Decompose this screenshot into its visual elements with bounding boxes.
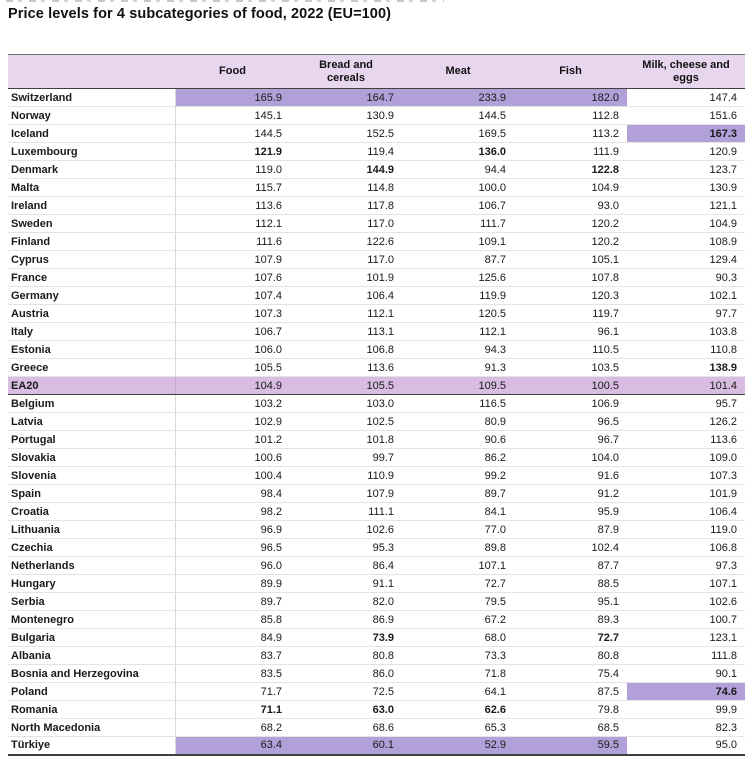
value-cell: 111.7	[402, 215, 514, 233]
value-cell: 110.5	[514, 341, 627, 359]
value-cell: 97.7	[627, 305, 745, 323]
country-cell: Serbia	[8, 593, 175, 611]
country-cell: Germany	[8, 287, 175, 305]
value-cell: 121.1	[627, 197, 745, 215]
country-cell: Poland	[8, 683, 175, 701]
value-cell: 100.6	[175, 449, 290, 467]
value-cell: 102.1	[627, 287, 745, 305]
country-cell: Hungary	[8, 575, 175, 593]
value-cell: 96.0	[175, 557, 290, 575]
country-cell: Romania	[8, 701, 175, 719]
table-row	[8, 449, 745, 467]
value-cell: 113.2	[514, 125, 627, 143]
table-row	[8, 413, 745, 431]
table-row	[8, 125, 745, 143]
value-cell: 169.5	[402, 125, 514, 143]
value-cell: 111.6	[175, 233, 290, 251]
table-row	[8, 737, 745, 755]
value-cell: 72.7	[402, 575, 514, 593]
value-cell: 116.5	[402, 395, 514, 413]
value-cell: 103.2	[175, 395, 290, 413]
value-cell: 102.6	[290, 521, 402, 539]
value-cell: 114.8	[290, 179, 402, 197]
col-header-milk-cheese-eggs: Milk, cheese and eggs	[627, 55, 745, 89]
table-row	[8, 359, 745, 377]
value-cell: 120.9	[627, 143, 745, 161]
value-cell: 91.1	[290, 575, 402, 593]
value-cell: 102.9	[175, 413, 290, 431]
value-cell: 102.4	[514, 539, 627, 557]
value-cell: 130.9	[627, 179, 745, 197]
value-cell: 107.1	[627, 575, 745, 593]
value-cell: 89.7	[402, 485, 514, 503]
value-cell: 79.8	[514, 701, 627, 719]
col-header-fish: Fish	[514, 55, 627, 89]
value-cell: 101.9	[290, 269, 402, 287]
country-cell: Ireland	[8, 197, 175, 215]
value-cell: 86.0	[290, 665, 402, 683]
value-cell: 123.1	[627, 629, 745, 647]
country-cell: Bosnia and Herzegovina	[8, 665, 175, 683]
value-cell: 93.0	[514, 197, 627, 215]
value-cell: 96.7	[514, 431, 627, 449]
table-row	[8, 611, 745, 629]
value-cell: 111.1	[290, 503, 402, 521]
value-cell: 95.1	[514, 593, 627, 611]
value-cell: 83.7	[175, 647, 290, 665]
value-cell: 79.5	[402, 593, 514, 611]
table-row	[8, 575, 745, 593]
value-cell: 87.7	[514, 557, 627, 575]
value-cell: 71.7	[175, 683, 290, 701]
value-cell: 75.4	[514, 665, 627, 683]
table-row	[8, 341, 745, 359]
table-row	[8, 323, 745, 341]
table-row	[8, 719, 745, 737]
value-cell: 74.6	[627, 683, 745, 701]
value-cell: 117.8	[290, 197, 402, 215]
value-cell: 105.5	[290, 377, 402, 395]
col-header-food: Food	[175, 55, 290, 89]
value-cell: 119.9	[402, 287, 514, 305]
value-cell: 106.7	[175, 323, 290, 341]
value-cell: 101.2	[175, 431, 290, 449]
country-cell: Türkiye	[8, 737, 175, 755]
value-cell: 117.0	[290, 251, 402, 269]
value-cell: 96.9	[175, 521, 290, 539]
value-cell: 145.1	[175, 107, 290, 125]
value-cell: 91.6	[514, 467, 627, 485]
value-cell: 138.9	[627, 359, 745, 377]
value-cell: 80.8	[290, 647, 402, 665]
value-cell: 63.4	[175, 737, 290, 755]
country-cell: Lithuania	[8, 521, 175, 539]
value-cell: 122.6	[290, 233, 402, 251]
value-cell: 96.5	[514, 413, 627, 431]
value-cell: 110.8	[627, 341, 745, 359]
value-cell: 126.2	[627, 413, 745, 431]
country-cell: Netherlands	[8, 557, 175, 575]
country-cell: Luxembourg	[8, 143, 175, 161]
table-row	[8, 89, 745, 107]
table-row	[8, 521, 745, 539]
value-cell: 119.0	[627, 521, 745, 539]
value-cell: 89.9	[175, 575, 290, 593]
value-cell: 113.1	[290, 323, 402, 341]
value-cell: 82.3	[627, 719, 745, 737]
value-cell: 71.8	[402, 665, 514, 683]
value-cell: 120.5	[402, 305, 514, 323]
value-cell: 106.8	[627, 539, 745, 557]
value-cell: 112.1	[290, 305, 402, 323]
country-cell: North Macedonia	[8, 719, 175, 737]
value-cell: 90.3	[627, 269, 745, 287]
value-cell: 90.1	[627, 665, 745, 683]
value-cell: 109.1	[402, 233, 514, 251]
value-cell: 107.6	[175, 269, 290, 287]
value-cell: 86.4	[290, 557, 402, 575]
value-cell: 113.6	[175, 197, 290, 215]
value-cell: 106.9	[514, 395, 627, 413]
table-row	[8, 629, 745, 647]
country-cell: France	[8, 269, 175, 287]
value-cell: 119.0	[175, 161, 290, 179]
country-cell: Denmark	[8, 161, 175, 179]
value-cell: 107.1	[402, 557, 514, 575]
value-cell: 120.2	[514, 233, 627, 251]
table-row	[8, 467, 745, 485]
col-header-meat: Meat	[402, 55, 514, 89]
value-cell: 88.5	[514, 575, 627, 593]
value-cell: 111.9	[514, 143, 627, 161]
value-cell: 106.8	[290, 341, 402, 359]
value-cell: 115.7	[175, 179, 290, 197]
value-cell: 59.5	[514, 737, 627, 755]
table-row	[8, 431, 745, 449]
table-row	[8, 179, 745, 197]
value-cell: 100.4	[175, 467, 290, 485]
value-cell: 108.9	[627, 233, 745, 251]
table-row	[8, 161, 745, 179]
value-cell: 84.9	[175, 629, 290, 647]
value-cell: 107.8	[514, 269, 627, 287]
value-cell: 84.1	[402, 503, 514, 521]
value-cell: 95.7	[627, 395, 745, 413]
value-cell: 73.3	[402, 647, 514, 665]
value-cell: 80.9	[402, 413, 514, 431]
value-cell: 87.5	[514, 683, 627, 701]
value-cell: 100.5	[514, 377, 627, 395]
value-cell: 101.4	[627, 377, 745, 395]
table-row	[8, 143, 745, 161]
country-cell: Iceland	[8, 125, 175, 143]
value-cell: 83.5	[175, 665, 290, 683]
value-cell: 94.4	[402, 161, 514, 179]
value-cell: 96.5	[175, 539, 290, 557]
value-cell: 107.3	[627, 467, 745, 485]
value-cell: 164.7	[290, 89, 402, 107]
value-cell: 151.6	[627, 107, 745, 125]
value-cell: 102.6	[627, 593, 745, 611]
value-cell: 89.3	[514, 611, 627, 629]
table-row	[8, 593, 745, 611]
value-cell: 144.5	[402, 107, 514, 125]
value-cell: 72.7	[514, 629, 627, 647]
price-levels-table	[8, 54, 745, 756]
value-cell: 80.8	[514, 647, 627, 665]
value-cell: 103.0	[290, 395, 402, 413]
country-cell: Italy	[8, 323, 175, 341]
value-cell: 85.8	[175, 611, 290, 629]
value-cell: 106.4	[290, 287, 402, 305]
value-cell: 105.5	[175, 359, 290, 377]
value-cell: 120.3	[514, 287, 627, 305]
value-cell: 106.7	[402, 197, 514, 215]
country-cell: Austria	[8, 305, 175, 323]
country-cell: Portugal	[8, 431, 175, 449]
value-cell: 152.5	[290, 125, 402, 143]
value-cell: 98.4	[175, 485, 290, 503]
table-row	[8, 683, 745, 701]
value-cell: 120.2	[514, 215, 627, 233]
value-cell: 99.2	[402, 467, 514, 485]
country-cell: Norway	[8, 107, 175, 125]
value-cell: 112.1	[402, 323, 514, 341]
value-cell: 89.7	[175, 593, 290, 611]
value-cell: 68.5	[514, 719, 627, 737]
value-cell: 107.4	[175, 287, 290, 305]
value-cell: 125.6	[402, 269, 514, 287]
value-cell: 182.0	[514, 89, 627, 107]
value-cell: 65.3	[402, 719, 514, 737]
col-header-country	[8, 55, 175, 89]
value-cell: 60.1	[290, 737, 402, 755]
value-cell: 104.0	[514, 449, 627, 467]
table-row	[8, 269, 745, 287]
value-cell: 107.9	[175, 251, 290, 269]
value-cell: 109.5	[402, 377, 514, 395]
value-cell: 87.7	[402, 251, 514, 269]
country-cell: Albania	[8, 647, 175, 665]
table-row	[8, 287, 745, 305]
country-cell: EA20	[8, 377, 175, 395]
country-cell: Finland	[8, 233, 175, 251]
value-cell: 121.9	[175, 143, 290, 161]
value-cell: 64.1	[402, 683, 514, 701]
country-cell: Croatia	[8, 503, 175, 521]
value-cell: 103.8	[627, 323, 745, 341]
header-row	[8, 55, 745, 89]
table-row	[8, 233, 745, 251]
value-cell: 96.1	[514, 323, 627, 341]
value-cell: 71.1	[175, 701, 290, 719]
value-cell: 95.9	[514, 503, 627, 521]
value-cell: 129.4	[627, 251, 745, 269]
value-cell: 73.9	[290, 629, 402, 647]
value-cell: 62.6	[402, 701, 514, 719]
value-cell: 67.2	[402, 611, 514, 629]
value-cell: 103.5	[514, 359, 627, 377]
country-cell: Estonia	[8, 341, 175, 359]
table-row	[8, 305, 745, 323]
country-cell: Slovenia	[8, 467, 175, 485]
country-cell: Czechia	[8, 539, 175, 557]
value-cell: 117.0	[290, 215, 402, 233]
value-cell: 136.0	[402, 143, 514, 161]
country-cell: Belgium	[8, 395, 175, 413]
value-cell: 130.9	[290, 107, 402, 125]
country-cell: Spain	[8, 485, 175, 503]
value-cell: 95.0	[627, 737, 745, 755]
value-cell: 90.6	[402, 431, 514, 449]
country-cell: Malta	[8, 179, 175, 197]
country-cell: Latvia	[8, 413, 175, 431]
value-cell: 99.7	[290, 449, 402, 467]
country-cell: Bulgaria	[8, 629, 175, 647]
value-cell: 95.3	[290, 539, 402, 557]
value-cell: 112.1	[175, 215, 290, 233]
value-cell: 233.9	[402, 89, 514, 107]
value-cell: 104.9	[175, 377, 290, 395]
value-cell: 99.9	[627, 701, 745, 719]
country-cell: Sweden	[8, 215, 175, 233]
value-cell: 101.8	[290, 431, 402, 449]
table-row	[8, 107, 745, 125]
table-row	[8, 197, 745, 215]
page-title: Price levels for 4 subcategories of food, 2022 (EU=100)	[8, 6, 392, 22]
value-cell: 109.0	[627, 449, 745, 467]
table-row	[8, 647, 745, 665]
value-cell: 119.4	[290, 143, 402, 161]
value-cell: 165.9	[175, 89, 290, 107]
value-cell: 144.9	[290, 161, 402, 179]
country-cell: Montenegro	[8, 611, 175, 629]
table-row	[8, 251, 745, 269]
value-cell: 89.8	[402, 539, 514, 557]
value-cell: 94.3	[402, 341, 514, 359]
table-row	[8, 557, 745, 575]
value-cell: 104.9	[627, 215, 745, 233]
table-row	[8, 395, 745, 413]
table-row	[8, 665, 745, 683]
value-cell: 77.0	[402, 521, 514, 539]
value-cell: 91.3	[402, 359, 514, 377]
cropped-text-remnant	[6, 0, 444, 2]
value-cell: 113.6	[627, 431, 745, 449]
value-cell: 105.1	[514, 251, 627, 269]
value-cell: 100.0	[402, 179, 514, 197]
value-cell: 72.5	[290, 683, 402, 701]
value-cell: 82.0	[290, 593, 402, 611]
value-cell: 87.9	[514, 521, 627, 539]
country-cell: Greece	[8, 359, 175, 377]
value-cell: 104.9	[514, 179, 627, 197]
value-cell: 102.5	[290, 413, 402, 431]
value-cell: 91.2	[514, 485, 627, 503]
value-cell: 106.0	[175, 341, 290, 359]
value-cell: 122.8	[514, 161, 627, 179]
value-cell: 101.9	[627, 485, 745, 503]
table-row	[8, 215, 745, 233]
col-header-bread-cereals: Bread and cereals	[290, 55, 402, 89]
country-cell: Switzerland	[8, 89, 175, 107]
table-row-aggregate	[8, 377, 745, 395]
value-cell: 167.3	[627, 125, 745, 143]
value-cell: 123.7	[627, 161, 745, 179]
value-cell: 147.4	[627, 89, 745, 107]
value-cell: 113.6	[290, 359, 402, 377]
country-cell: Slovakia	[8, 449, 175, 467]
value-cell: 119.7	[514, 305, 627, 323]
value-cell: 98.2	[175, 503, 290, 521]
value-cell: 63.0	[290, 701, 402, 719]
value-cell: 68.2	[175, 719, 290, 737]
value-cell: 107.3	[175, 305, 290, 323]
value-cell: 97.3	[627, 557, 745, 575]
value-cell: 86.9	[290, 611, 402, 629]
value-cell: 100.7	[627, 611, 745, 629]
value-cell: 144.5	[175, 125, 290, 143]
table-row	[8, 485, 745, 503]
value-cell: 52.9	[402, 737, 514, 755]
value-cell: 110.9	[290, 467, 402, 485]
value-cell: 68.0	[402, 629, 514, 647]
value-cell: 107.9	[290, 485, 402, 503]
country-cell: Cyprus	[8, 251, 175, 269]
value-cell: 112.8	[514, 107, 627, 125]
value-cell: 68.6	[290, 719, 402, 737]
value-cell: 106.4	[627, 503, 745, 521]
value-cell: 111.8	[627, 647, 745, 665]
table-row	[8, 539, 745, 557]
table-row	[8, 701, 745, 719]
table-row	[8, 503, 745, 521]
value-cell: 86.2	[402, 449, 514, 467]
